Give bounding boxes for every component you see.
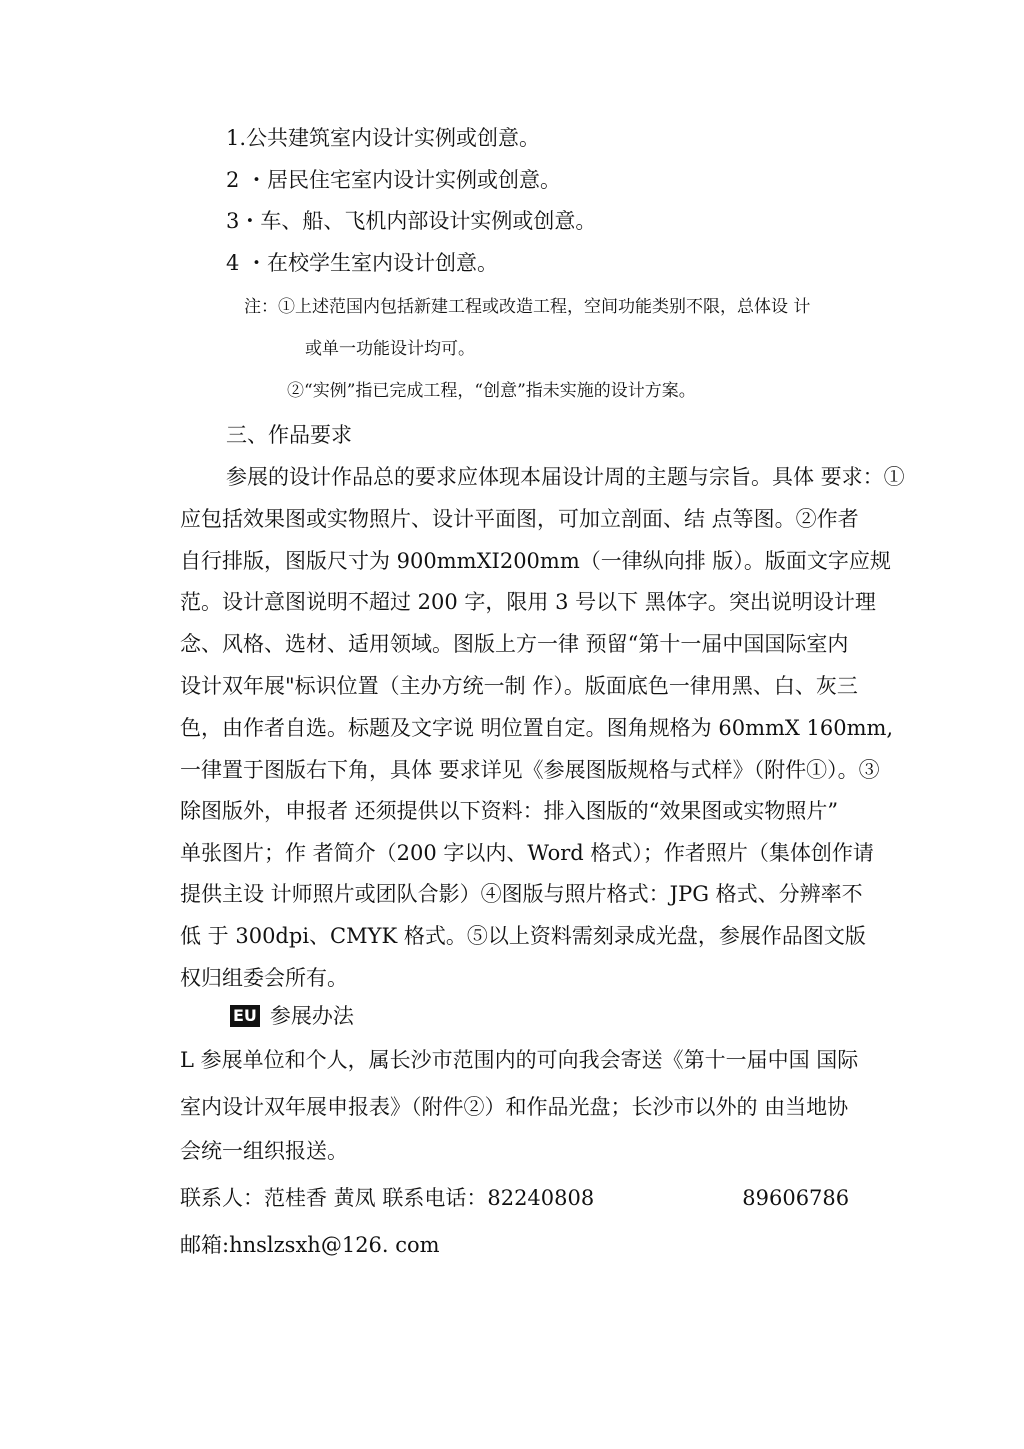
paragraph-line: 权归组委会所有。	[180, 966, 348, 990]
section-heading: 三、作品要求	[226, 423, 352, 447]
section-badge: EU	[230, 1005, 260, 1027]
paragraph-line: 单张图片；作 者简介（200 字以内、Word 格式）；作者照片（集体创作请	[180, 841, 874, 865]
paragraph-line: 低 于 300dpi、CMYK 格式。⑤以上资料需刻录成光盘，参展作品图文版	[180, 924, 866, 948]
list-item: 3・车、船、飞机内部设计实例或创意。	[226, 209, 597, 233]
paragraph-line: 范。设计意图说明不超过 200 字，限用 3 号以下 黑体字。突出说明设计理	[180, 590, 876, 614]
list-item: 4 ・在校学生室内设计创意。	[226, 251, 499, 275]
list-item: 1.公共建筑室内设计实例或创意。	[226, 126, 541, 150]
paragraph-line: 设计双年展"标识位置（主办方统一制 作）。版面底色一律用黑、白、灰三	[180, 674, 858, 698]
contact-phone: 89606786	[742, 1186, 850, 1210]
note-line: 或单一功能设计均可。	[305, 339, 475, 359]
paragraph-line: 提供主设 计师照片或团队合影）④图版与照片格式：JPG 格式、分辨率不	[180, 882, 863, 906]
paragraph-line: 色，由作者自选。标题及文字说 明位置自定。图角规格为 60mmX 160mm,	[180, 716, 894, 740]
contact-email: 邮箱:hnslzsxh@126. com	[180, 1233, 440, 1257]
paragraph-line: 自行排版，图版尺寸为 900mmXI200mm（一律纵向排 版）。版面文字应规	[180, 549, 891, 573]
contact-label: 联系人：范桂香 黄凤 联系电话：82240808	[180, 1186, 595, 1210]
section-heading	[230, 1002, 354, 1030]
section-title: 参展办法	[269, 1004, 354, 1028]
contact-line	[180, 1184, 849, 1212]
paragraph-line: 一律置于图版右下角，具体 要求详见《参展图版规格与式样》（附件①）。③	[180, 758, 880, 782]
paragraph-line: 室内设计双年展申报表》（附件②）和作品光盘；长沙市以外的 由当地协	[180, 1095, 849, 1119]
note-line: 注：①上述范国内包括新建工程或改造工程，空间功能类别不限，总体设 计	[244, 297, 811, 317]
note-line: ②“实例”指已完成工程，“创意”指未实施的设计方案。	[287, 381, 696, 401]
paragraph-line: 念、风格、选材、适用领域。图版上方一律 预留“第十一届中国国际室内	[180, 632, 849, 656]
paragraph-line: 会统一组织报送。	[180, 1139, 348, 1163]
list-item: 2 ・居民住宅室内设计实例或创意。	[226, 168, 562, 192]
paragraph-line: 应包括效果图或实物照片、设计平面图，可加立剖面、结 点等图。②作者	[180, 507, 859, 531]
paragraph-line: L 参展单位和个人，属长沙市范围内的可向我会寄送《第十一届中国 国际	[180, 1048, 859, 1072]
paragraph-line: 除图版外，申报者 还须提供以下资料：排入图版的“效果图或实物照片”	[180, 799, 839, 823]
paragraph-line: 参展的设计作品总的要求应体现本届设计周的主题与宗旨。具体 要求：①	[226, 465, 905, 489]
